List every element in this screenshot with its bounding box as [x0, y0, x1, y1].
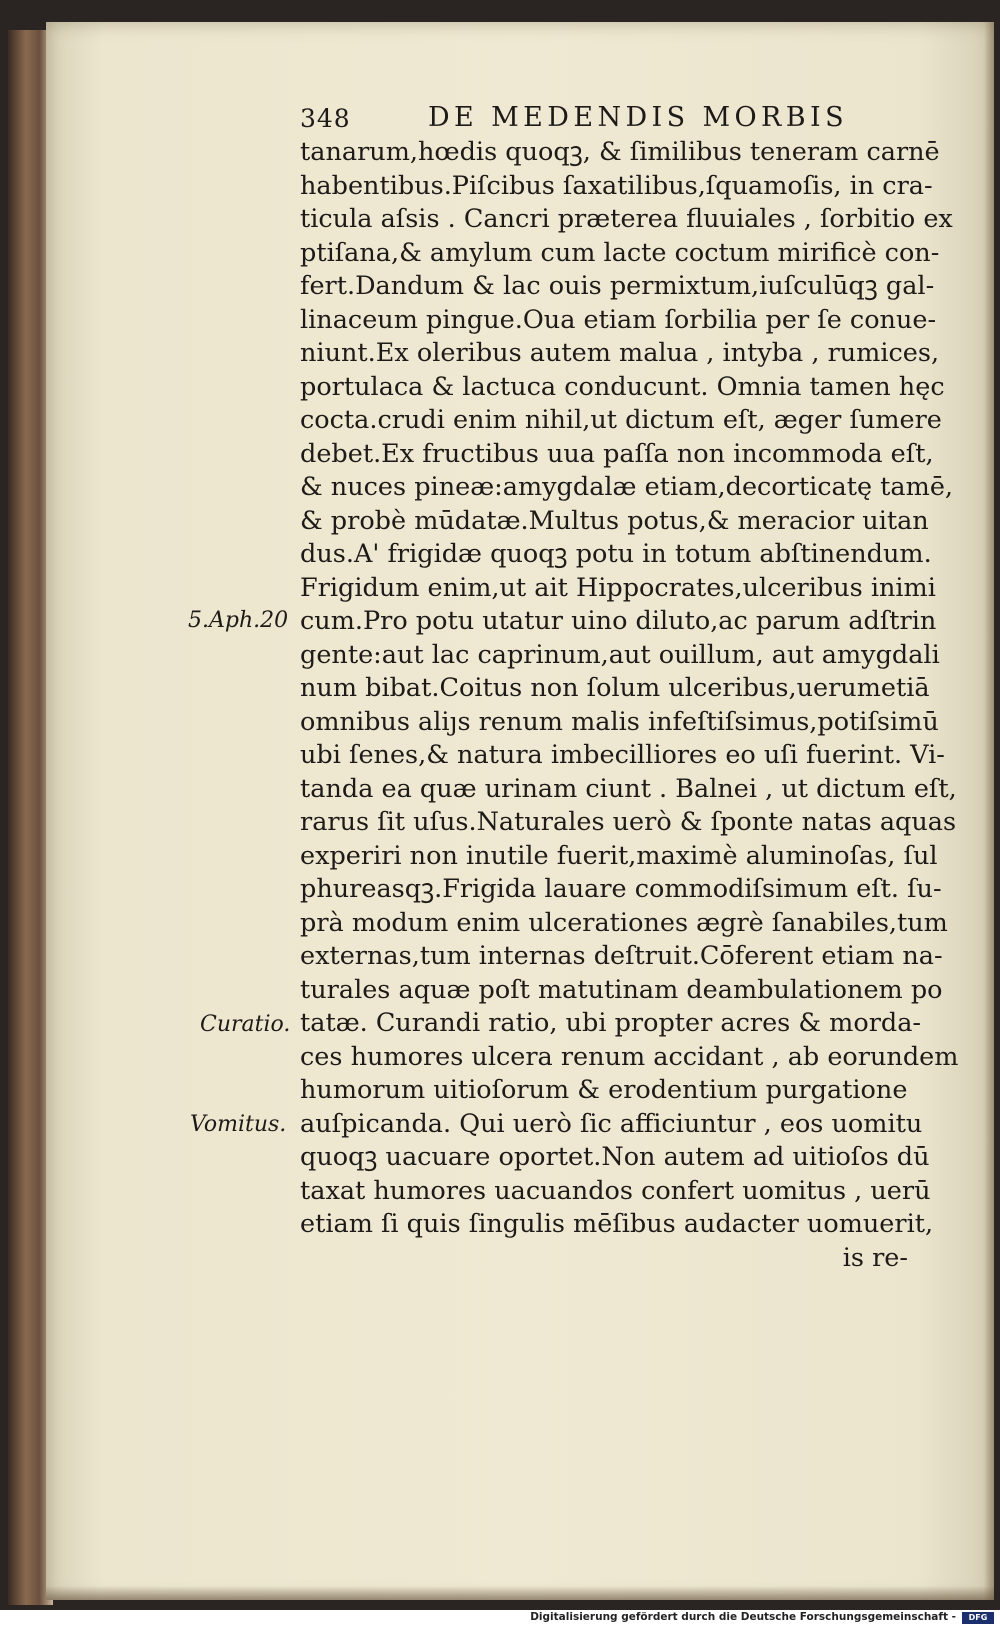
footer-credit: Digitalisierung gefördert durch die Deutsche Forschungsgemeinschaft -	[530, 1611, 956, 1623]
page-number: 348	[300, 104, 351, 133]
text-line: linaceum pingue.Oua etiam ſorbilia per ſe conue-	[300, 304, 937, 335]
page-header	[300, 102, 860, 138]
text-line: ticula aſsis . Cancri præterea fluuiales , ſorbitio ex	[300, 204, 953, 234]
text-line: num bibat.Coitus non ſolum ulceribus,uerumetiā	[300, 673, 930, 703]
margin-note-vomitus: Vomitus.	[190, 1112, 287, 1137]
text-line: taxat humores uacuandos confert uomitus , uerū	[300, 1175, 931, 1206]
text-line: habentibus.Piſcibus ſaxatilibus,ſquamoſis, in cra-	[300, 170, 933, 201]
text-line: turales aquæ poſt matutinam deambulationem po	[300, 974, 943, 1005]
text-line: tanda ea quæ urinam ciunt . Balnei , ut dictum eſt,	[300, 773, 957, 804]
margin-note-curatio: Curatio.	[200, 1012, 291, 1037]
text-line: phureasqꝫ.Frigida lauare commodiſsimum eſt. ſu-	[300, 874, 942, 904]
text-line: portulaca & lactuca conducunt. Omnia tamen hęc	[300, 371, 945, 402]
text-line: cocta.crudi enim nihil,ut dictum eſt, æger ſumere	[300, 405, 942, 435]
text-line: ces humores ulcera renum accidant , ab eorundem	[300, 1041, 959, 1072]
page-edge-bottom	[46, 1586, 994, 1600]
text-line: externas,tum internas deſtruit.Cōferent etiam na-	[300, 941, 943, 971]
text-line: experiri non inutile fuerit,maximè aluminoſas, ſul	[300, 840, 938, 871]
text-line: prà modum enim ulcerationes ægrè ſanabiles,tum	[300, 907, 948, 938]
page-edge-right	[984, 22, 994, 1600]
margin-note-aphorism: 5.Aph.20	[188, 608, 289, 633]
text-line: humorum uitioſorum & erodentium purgatione	[300, 1075, 908, 1105]
text-line: etiam ſi quis ſingulis mēſibus audacter uomuerit,	[300, 1209, 934, 1239]
text-line: omnibus aliȷs renum malis infeſtiſsimus,potiſsimū	[300, 706, 939, 737]
text-line: Frigidum enim,ut ait Hippocrates,ulceribus inimi	[300, 572, 936, 603]
text-line: cum.Pro potu utatur uino diluto,ac parum adſtrin	[300, 606, 937, 636]
running-title: DE MEDENDIS MORBIS	[428, 102, 848, 133]
text-line: quoqꝫ uacuare oportet.Non autem ad uitioſos dū	[300, 1142, 930, 1172]
text-line: tatæ. Curandi ratio, ubi propter acres & morda-	[300, 1008, 922, 1038]
text-line: niunt.Ex oleribus autem malua , intyba , rumices,	[300, 338, 940, 368]
catchword: is re-	[842, 1242, 908, 1273]
text-line: & probè mūdatæ.Multus potus,& meracior uitan	[300, 505, 929, 536]
text-line: ptiſana,& amylum cum lacte coctum mirificè con-	[300, 237, 940, 268]
text-line: ubi ſenes,& natura imbecilliores eo uſi fuerint. Vi-	[300, 740, 945, 770]
text-line: auſpicanda. Qui uerò ſic afficiuntur , eos uomitu	[300, 1108, 923, 1139]
text-line: fert.Dandum & lac ouis permixtum,iuſculūqꝫ gal-	[300, 271, 935, 301]
body-text	[300, 136, 959, 1275]
text-line: gente:aut lac caprinum,aut ouillum, aut amygdali	[300, 639, 940, 670]
text-line: tanarum,hœdis quoqꝫ, & ſimilibus teneram carnē	[300, 137, 940, 167]
dfg-logo: DFG	[962, 1612, 994, 1624]
digitization-footer	[0, 1610, 1000, 1627]
text-line: & nuces pineæ:amygdalæ etiam,decorticatę tamē,	[300, 472, 954, 502]
text-line: dus.A' frigidæ quoqꝫ potu in totum abſtinendum.	[300, 539, 932, 569]
text-line: debet.Ex fructibus uua paſſa non incommoda eſt,	[300, 438, 934, 469]
text-line: rarus ſit uſus.Naturales uerò & ſponte natas aquas	[300, 807, 957, 837]
